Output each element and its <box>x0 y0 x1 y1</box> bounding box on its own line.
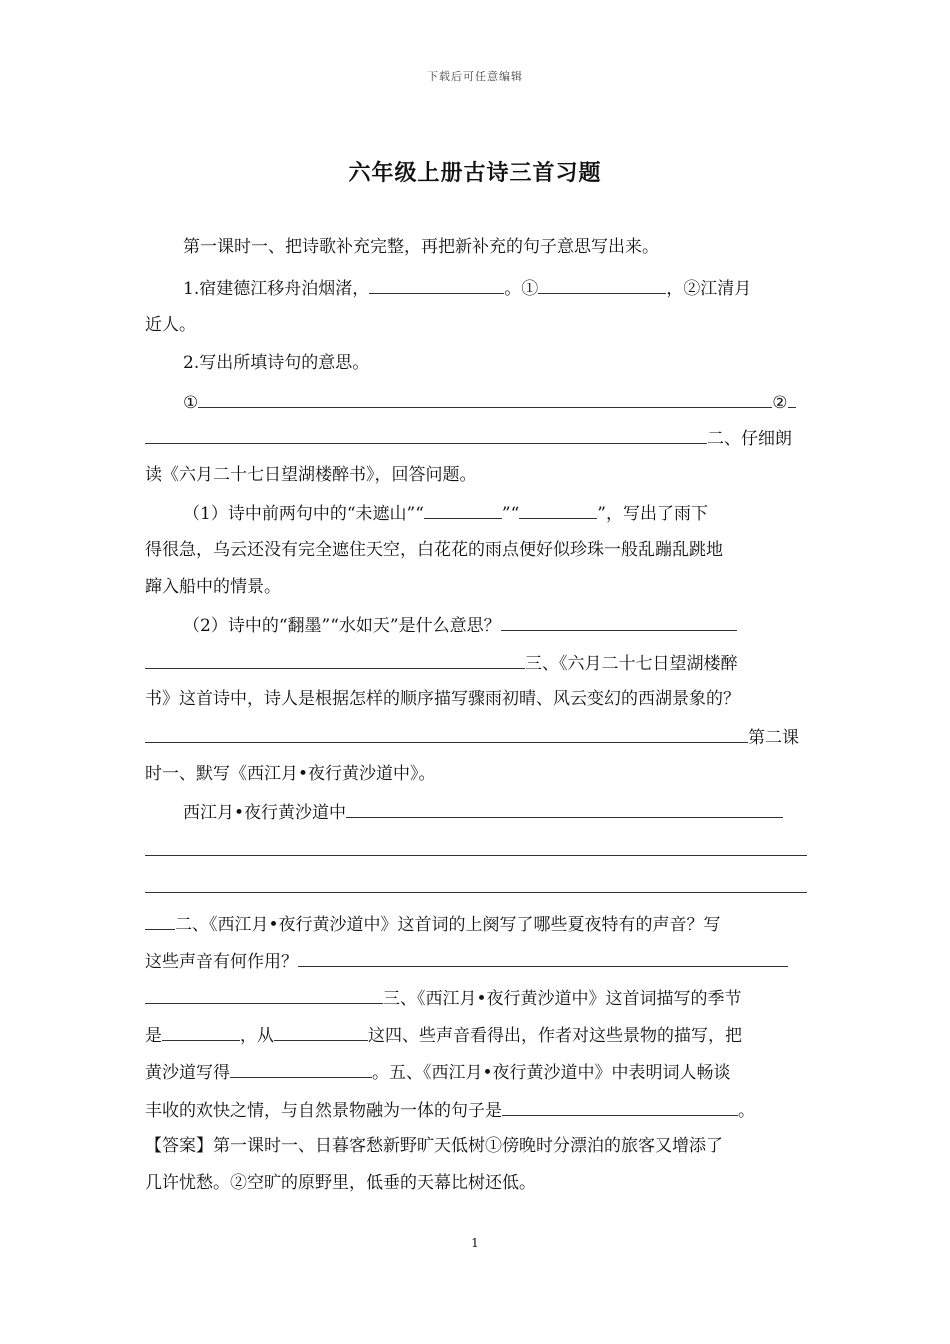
fill-blank[interactable] <box>145 424 707 444</box>
question-1-text: 1.宿建德江移舟泊烟渚， <box>183 279 370 299</box>
question-l2-4-line <box>145 1058 810 1084</box>
question-text: ”，写出了雨下 <box>597 504 708 524</box>
question-l2-3-line <box>145 984 810 1010</box>
section-2-text: 读《六月二十七日望湖楼醉书》，回答问题。 <box>145 465 477 485</box>
fill-blank[interactable] <box>145 984 383 1004</box>
question-text: （1）诗中前两句中的“未遮山”“ <box>183 504 424 524</box>
section-3-text: 书》这首诗中，诗人是根据怎样的顺序描写骤雨初晴、风云变幻的西湖景象的？ <box>145 689 740 709</box>
fill-blank[interactable] <box>369 274 504 294</box>
page-header: 下载后可任意编辑 <box>427 70 523 83</box>
question-l2-5-line <box>145 1096 810 1122</box>
lesson1-instruction: 第一课时一、把诗歌补充完整，再把新补充的句子意思写出来。 <box>183 237 659 257</box>
lesson-2-start: 第二课 <box>748 728 799 748</box>
lesson-2-text: 时一、默写《西江月•夜行黄沙道中》。 <box>145 764 436 784</box>
question-1-text: 。① <box>504 279 539 299</box>
answer-line-2 <box>145 424 810 450</box>
fill-blank[interactable] <box>198 388 772 408</box>
fill-blank[interactable] <box>145 649 525 669</box>
writing-rule[interactable] <box>145 892 807 893</box>
question-2-2-line <box>183 611 810 637</box>
question-2-text: 2.写出所填诗句的意思。 <box>183 353 370 373</box>
question-text: 这四、些声音看得出，作者对这些景物的描写，把 <box>368 1026 742 1046</box>
fill-blank[interactable] <box>502 1096 738 1116</box>
section-3-start: 三、《六月二十七日望湖楼醉 <box>525 654 738 674</box>
question-text: （2）诗中的“翻墨”“水如天”是什么意思？ <box>183 616 501 636</box>
circle-1-label: ① <box>183 393 199 413</box>
question-l2-3-cont <box>145 1021 810 1047</box>
question-text: ，从 <box>240 1026 274 1046</box>
fill-blank[interactable] <box>501 611 737 631</box>
fill-blank[interactable] <box>538 274 666 294</box>
question-text: 二、《西江月•夜行黄沙道中》这首词的上阕写了哪些夏夜特有的声音？写 <box>175 915 721 935</box>
question-text: 。五、《西江月•夜行黄沙道中》中表明词人畅谈 <box>372 1063 731 1083</box>
question-text: 这些声音有何作用？ <box>145 952 298 972</box>
question-text: 是 <box>145 1026 162 1046</box>
writing-rule[interactable] <box>145 855 807 856</box>
question-l2-2-line <box>145 910 810 936</box>
question-1-cont: 近人。 <box>145 315 196 335</box>
question-text: ”“ <box>501 504 520 524</box>
fill-blank[interactable] <box>274 1021 368 1041</box>
fill-blank[interactable] <box>424 499 502 519</box>
answer-line-4 <box>145 723 810 749</box>
question-text: 黄沙道写得 <box>145 1063 230 1083</box>
question-1-line <box>183 274 810 300</box>
answer-text: 几许忧愁。②空旷的原野里，低垂的天幕比树还低。 <box>145 1173 536 1193</box>
question-text: 丰收的欢快之情，与自然景物融为一体的句子是 <box>145 1101 502 1121</box>
question-2-1-cont: 蹿入船中的情景。 <box>145 577 281 597</box>
fill-blank[interactable] <box>145 723 748 743</box>
fill-blank[interactable] <box>162 1021 240 1041</box>
page-title: 六年级上册古诗三首习题 <box>348 160 602 186</box>
answer-text: 【答案】第一课时一、日暮客愁新野旷天低树①傍晚时分漂泊的旅客又增添了 <box>145 1136 723 1156</box>
fill-blank[interactable] <box>346 798 783 818</box>
answer-line-3 <box>145 649 810 675</box>
question-2-1-line <box>183 499 810 525</box>
fill-blank[interactable] <box>298 947 788 967</box>
fill-blank[interactable] <box>788 388 796 408</box>
question-l2-2-cont <box>145 947 810 973</box>
question-text: 三、《西江月•夜行黄沙道中》这首词描写的季节 <box>383 989 742 1009</box>
page-number: 1 <box>471 1236 479 1250</box>
fill-blank[interactable] <box>519 499 597 519</box>
question-1-text: ，②江清月 <box>666 279 752 299</box>
answer-line-1 <box>183 388 810 414</box>
fill-blank[interactable] <box>145 910 175 930</box>
poem-title-line <box>183 798 810 824</box>
question-2-1-cont: 得很急，乌云还没有完全遮住天空，白花花的雨点便好似珍珠一般乱蹦乱跳地 <box>145 540 723 560</box>
poem-title: 西江月•夜行黄沙道中 <box>183 803 347 823</box>
section-2-start: 二、仔细朗 <box>707 429 792 449</box>
question-text: 。 <box>738 1101 755 1121</box>
circle-2-label: ② <box>772 393 788 413</box>
fill-blank[interactable] <box>230 1058 372 1078</box>
